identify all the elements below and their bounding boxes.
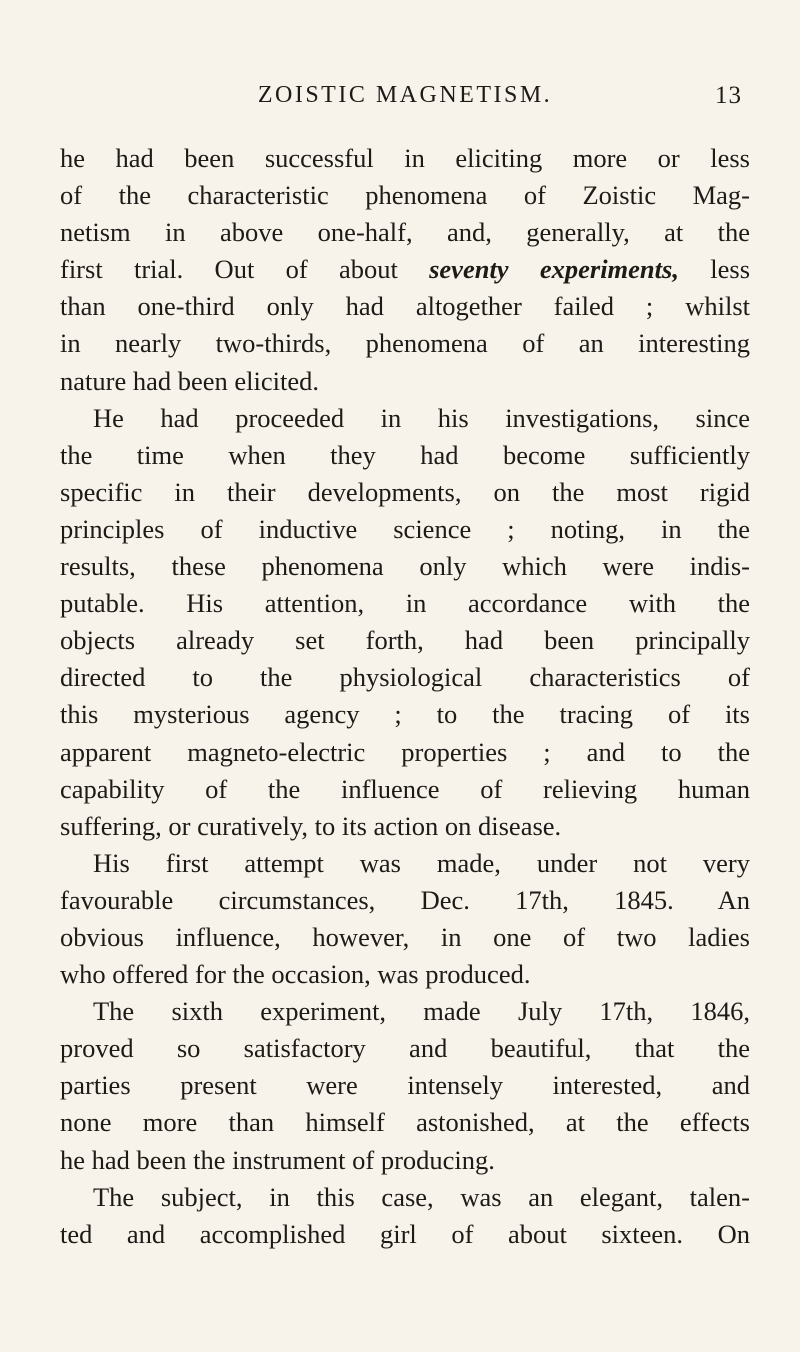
text-line: [60, 363, 750, 400]
text-line: [60, 140, 750, 177]
page-number: 13: [715, 82, 742, 109]
line-text: he had been the instrument of producing.: [60, 1144, 495, 1175]
text-line: [60, 1179, 750, 1216]
body-text: [60, 140, 750, 1253]
text-line: [60, 437, 750, 474]
text-line: [60, 622, 750, 659]
text-line: [60, 1104, 750, 1141]
text-line: [60, 1142, 750, 1179]
line-text: capability of the influence of relieving human: [60, 773, 750, 804]
line-text: netism in above one-half, and, generally, at the: [60, 217, 750, 248]
text-line: [60, 919, 750, 956]
paragraph: [60, 400, 750, 845]
text-line: [60, 1067, 750, 1104]
text-line: [60, 696, 750, 733]
text-line: [60, 400, 750, 437]
text-line: [60, 956, 750, 993]
line-text: results, these phenomena only which were indis-: [60, 551, 750, 582]
text-line: [60, 1216, 750, 1253]
line-text: proved so satisfactory and beautiful, that the: [60, 1033, 750, 1064]
line-text: He had proceeded in his investigations, since: [93, 402, 750, 433]
text-line: [60, 845, 750, 882]
text-line: [60, 1030, 750, 1067]
text-line: [60, 511, 750, 548]
line-text: apparent magneto-electric properties ; and to the: [60, 736, 750, 767]
line-text: The subject, in this case, was an elegant, talen-: [93, 1181, 750, 1212]
line-text: The sixth experiment, made July 17th, 1846,: [93, 996, 750, 1027]
text-line: [60, 548, 750, 585]
text-line: [60, 808, 750, 845]
line-text: nature had been elicited.: [60, 365, 319, 396]
line-text: specific in their developments, on the most rigid: [60, 476, 750, 507]
text-line: [60, 585, 750, 622]
line-text: objects already set forth, had been principally: [60, 625, 750, 656]
line-text: the time when they had become sufficiently: [60, 439, 750, 470]
text-line: [60, 882, 750, 919]
line-text: less: [678, 254, 751, 285]
line-text: this mysterious agency ; to the tracing of its: [60, 699, 750, 730]
line-text: putable. His attention, in accordance with the: [60, 588, 750, 619]
paragraph: [60, 993, 750, 1178]
running-title: ZOISTIC MAGNETISM.: [257, 82, 553, 108]
line-text: suffering, or curatively, to its action on disease.: [60, 810, 562, 841]
line-text: first trial. Out of about: [60, 254, 430, 285]
emphasis-text: seventy experiments,: [429, 254, 679, 285]
line-text: directed to the physiological characteristics of: [60, 662, 750, 693]
paragraph: [60, 140, 750, 400]
line-text: principles of inductive science ; noting, in the: [60, 513, 750, 544]
line-text: ted and accomplished girl of about sixteen. On: [60, 1218, 750, 1249]
paragraph: [60, 1179, 750, 1253]
line-text: His first attempt was made, under not very: [93, 847, 750, 878]
text-line: [60, 734, 750, 771]
text-line: [60, 214, 750, 251]
text-line: [60, 771, 750, 808]
line-text: favourable circumstances, Dec. 17th, 1845. An: [60, 884, 750, 915]
text-line: [60, 288, 750, 325]
paragraph: [60, 845, 750, 993]
line-text: than one-third only had altogether failed ; whilst: [60, 291, 750, 322]
line-text: he had been successful in eliciting more or less: [60, 143, 750, 173]
text-line: [60, 177, 750, 214]
line-text: obvious influence, however, in one of two ladies: [60, 921, 750, 952]
line-text: in nearly two-thirds, phenomena of an interesting: [60, 328, 750, 359]
text-line: [60, 993, 750, 1030]
text-line: [60, 325, 750, 362]
line-text: parties present were intensely interested, and: [60, 1070, 750, 1101]
line-text: of the characteristic phenomena of Zoistic Mag-: [60, 180, 750, 211]
text-line: [60, 251, 750, 288]
line-text: none more than himself astonished, at the effects: [60, 1107, 750, 1138]
text-line: [60, 659, 750, 696]
text-line: [60, 474, 750, 511]
line-text: who offered for the occasion, was produced.: [60, 959, 531, 990]
running-head: [60, 82, 750, 118]
